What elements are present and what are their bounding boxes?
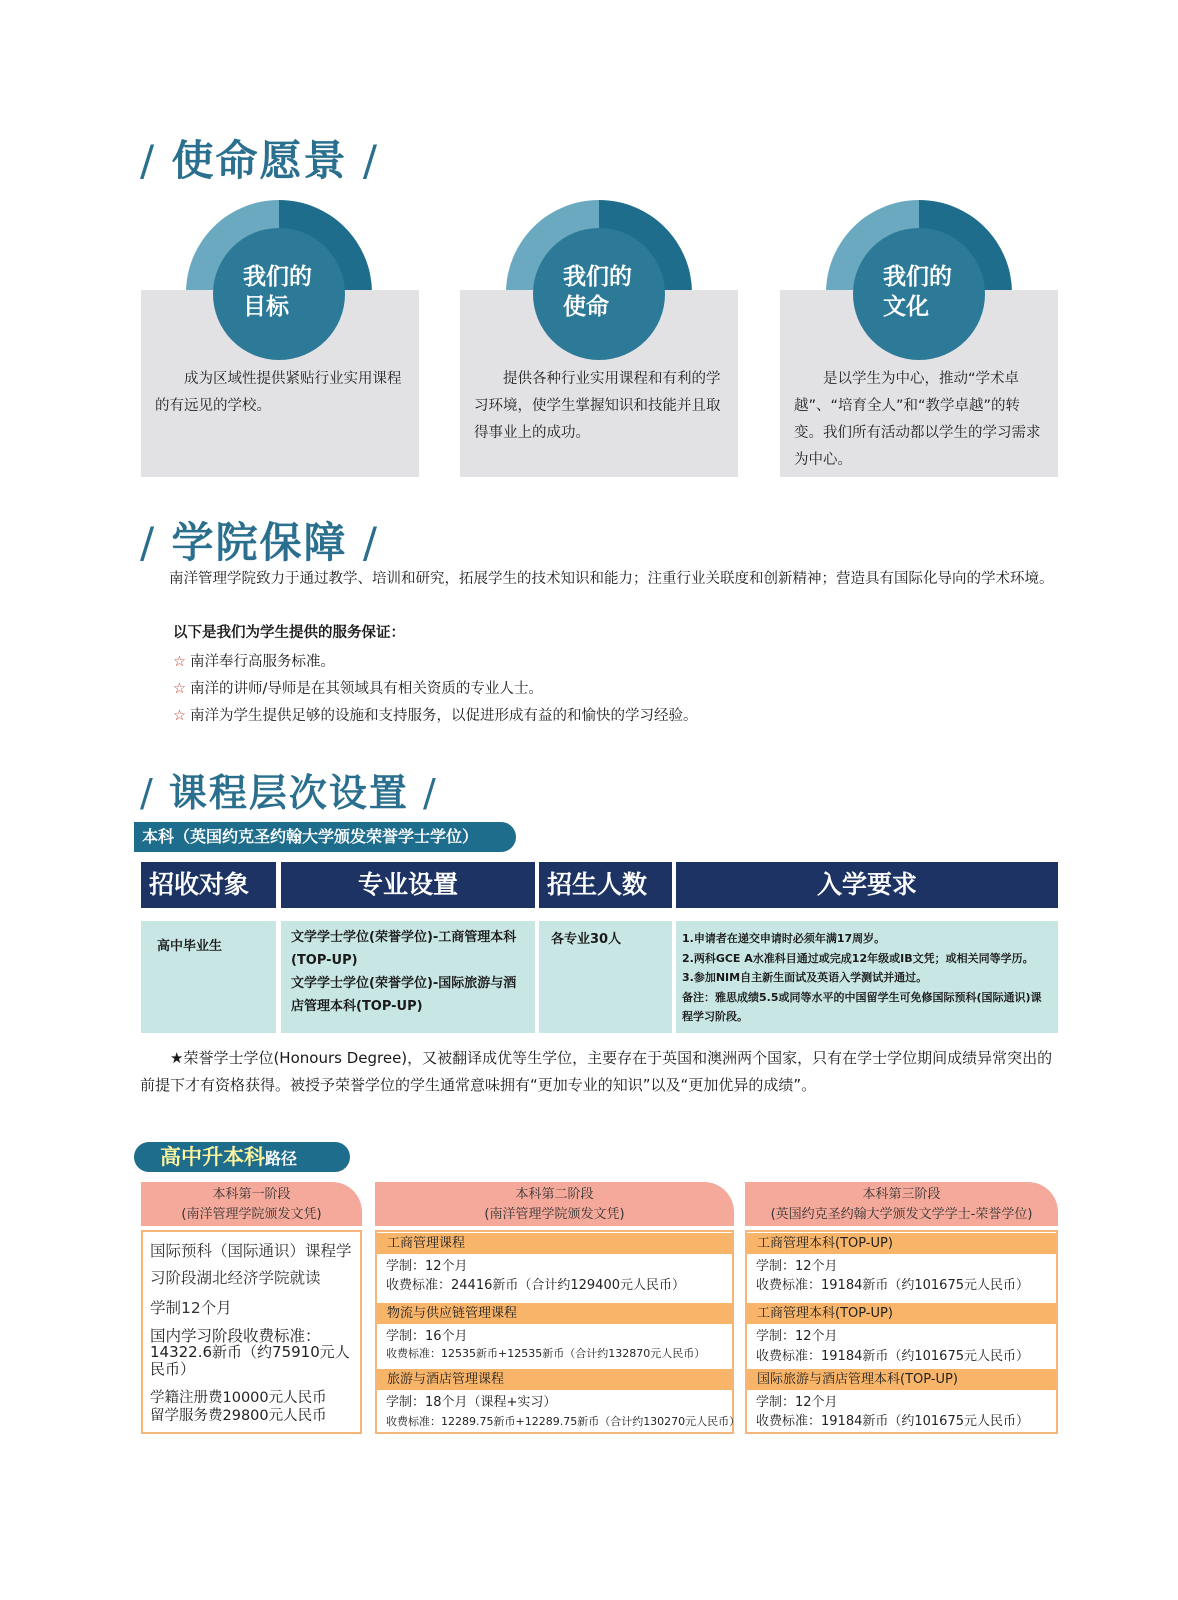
pathway-title-suffix: 路径 [265,1149,298,1168]
guarantee-subtitle: 以下是我们为学生提供的服务保证： [173,625,405,641]
program-duration: 学制：12个月 [756,1259,838,1274]
program-fee: 收费标准：12535新币+12535新币（合计约132870元人民币） [386,1347,706,1360]
guarantee-bullet-text: 南洋为学生提供足够的设施和支持服务，以促进形成有益的和愉快的学习经验。 [190,708,698,724]
guarantee-bullet-text: 南洋奉行高服务标准。 [190,654,335,670]
stage-1-line: 14322.6新币（约75910元人民币） [150,1343,350,1378]
cell-target [141,921,276,1033]
program-duration: 学制：18个月（课程+实习） [386,1395,557,1410]
mission-heading-1: 我们的 [563,264,632,290]
major-item: 文学学士学位(荣誉学位)-国际旅游与酒店管理本科(TOP-UP) [291,976,517,1014]
stage-1-line: 国际预科（国际通识）课程学习阶段湖北经济学院就读 [150,1242,352,1287]
program-duration: 学制：12个月 [756,1329,838,1344]
courses-section-title: / 课程层次设置 / [140,771,438,815]
goal-text: 成为区域性提供紧贴行业实用课程的有远见的学校。 [155,371,402,414]
cell-enrollment-text: 各专业30人 [551,932,622,947]
guarantee-intro: 南洋管理学院致力于通过教学、培训和研究，拓展学生的技术知识和能力；注重行业关联度和创新精神；营造具有国际化导向的学术环境。 [169,571,1054,587]
program-fee: 收费标准：19184新币（约101675元人民币） [756,1414,1029,1429]
program-header: 旅游与酒店管理课程 [377,1369,732,1390]
stage-1-line: 留学服务费29800元人民币 [150,1408,327,1424]
pathway-title-main: 高中升本科 [160,1145,265,1169]
mission-heading-2: 使命 [563,294,609,320]
header-majors: 专业设置 [281,862,535,908]
culture-badge [853,228,985,360]
culture-heading-1: 我们的 [883,264,952,290]
cell-target-text: 高中毕业生 [157,939,223,954]
program-fee: 收费标准：19184新币（约101675元人民币） [756,1278,1029,1293]
courses-title-text: 课程层次设置 [168,771,409,815]
stage-3-name: 本科第三阶段 [862,1187,941,1202]
program-fee: 收费标准：19184新币（约101675元人民币） [756,1349,1029,1364]
guarantee-title-text: 学院保障 [171,518,348,567]
program-header: 工商管理本科(TOP-UP) [747,1303,1056,1324]
stage-2-issuer: (南洋管理学院颁发文凭) [484,1207,625,1222]
requirement-item: 2.两科GCE A水准科目通过或完成12年级或IB文凭；或相关同等学历。 [682,951,1034,965]
guarantee-bullet [173,704,698,725]
star-icon: ☆ [173,654,186,670]
mission-text: 提供各种行业实用课程和有利的学习环境，使学生掌握知识和技能并且取得事业上的成功。 [474,371,721,441]
goal-heading-2: 目标 [243,294,289,320]
stage-2-box [375,1230,741,1434]
mission-badge [533,228,665,360]
goal-badge [213,228,345,360]
stage-1-issuer: (南洋管理学院颁发文凭) [181,1207,322,1222]
guarantee-bullet [173,677,543,698]
honours-note: ★荣誉学士学位(Honours Degree)，又被翻译成优等生学位，主要存在于英国和澳洲两个国家，只有在学士学位期间成绩异常突出的前提下才有资格获得。被授予荣誉学位的学生通常意味拥有“更加专业的知识”以及“更加优异的成绩”。 [140,1049,1053,1094]
star-icon: ☆ [173,708,186,724]
header-enrollment: 招生人数 [539,862,672,908]
star-icon: ☆ [173,681,186,697]
program-header: 国际旅游与酒店管理本科(TOP-UP) [747,1369,1056,1390]
program-label: 本科（英国约克圣约翰大学颁发荣誉学士学位） [134,822,516,852]
major-item: 文学学士学位(荣誉学位)-工商管理本科(TOP-UP) [291,930,517,968]
stage-1-line: 国内学习阶段收费标准： [150,1327,321,1345]
program-duration: 学制：12个月 [386,1259,468,1274]
program-fee: 收费标准：24416新币（合计约129400元人民币） [386,1278,685,1293]
stage-3-issuer: (英国约克圣约翰大学颁发文学学士-荣誉学位) [770,1207,1033,1222]
stage-3-box [745,1230,1058,1434]
stage-1-name: 本科第一阶段 [212,1187,291,1202]
requirement-item: 备注：雅思成绩5.5或同等水平的中国留学生可免修国际预科(国际通识)课程学习阶段。 [682,990,1042,1023]
culture-heading-2: 文化 [883,294,929,320]
program-header: 工商管理本科(TOP-UP) [747,1233,1056,1254]
header-requirements: 入学要求 [676,862,1058,908]
program-header: 物流与供应链管理课程 [377,1303,732,1324]
mission-title-text: 使命愿景 [171,136,348,185]
program-duration: 学制：12个月 [756,1395,838,1410]
pathway-label [134,1142,350,1172]
program-fee: 收费标准：12289.75新币+12289.75新币（合计约130270元人民币） [386,1415,741,1428]
requirement-item: 1.申请者在递交申请时必须年满17周岁。 [682,932,886,945]
mission-section-title: / 使命愿景 / [140,136,380,185]
stage-1-header [141,1182,362,1226]
program-duration: 学制：16个月 [386,1329,468,1344]
stage-1-box [141,1230,362,1434]
guarantee-section-title: / 学院保障 / [140,518,380,567]
guarantee-bullet [173,650,335,671]
guarantee-bullet-text: 南洋的讲师/导师是在其领域具有相关资质的专业人士。 [190,681,543,697]
header-target: 招收对象 [141,862,276,908]
stage-2-header [375,1182,734,1226]
cell-majors [281,921,535,1033]
stage-1-line: 学籍注册费10000元人民币 [150,1390,327,1406]
stage-2-name: 本科第二阶段 [515,1187,594,1202]
requirement-item: 3.参加NIM自主新生面试及英语入学测试并通过。 [682,971,928,984]
cell-enrollment [539,921,672,1033]
stage-1-line: 学制12个月 [150,1299,232,1317]
culture-text: 是以学生为中心，推动“学术卓越”、“培育全人”和“教学卓越”的转变。我们所有活动都以学生的学习需求为中心。 [794,371,1041,468]
stage-3-header [745,1182,1058,1226]
program-header: 工商管理课程 [377,1233,732,1254]
goal-heading-1: 我们的 [243,264,312,290]
cell-requirements [676,921,1058,1033]
